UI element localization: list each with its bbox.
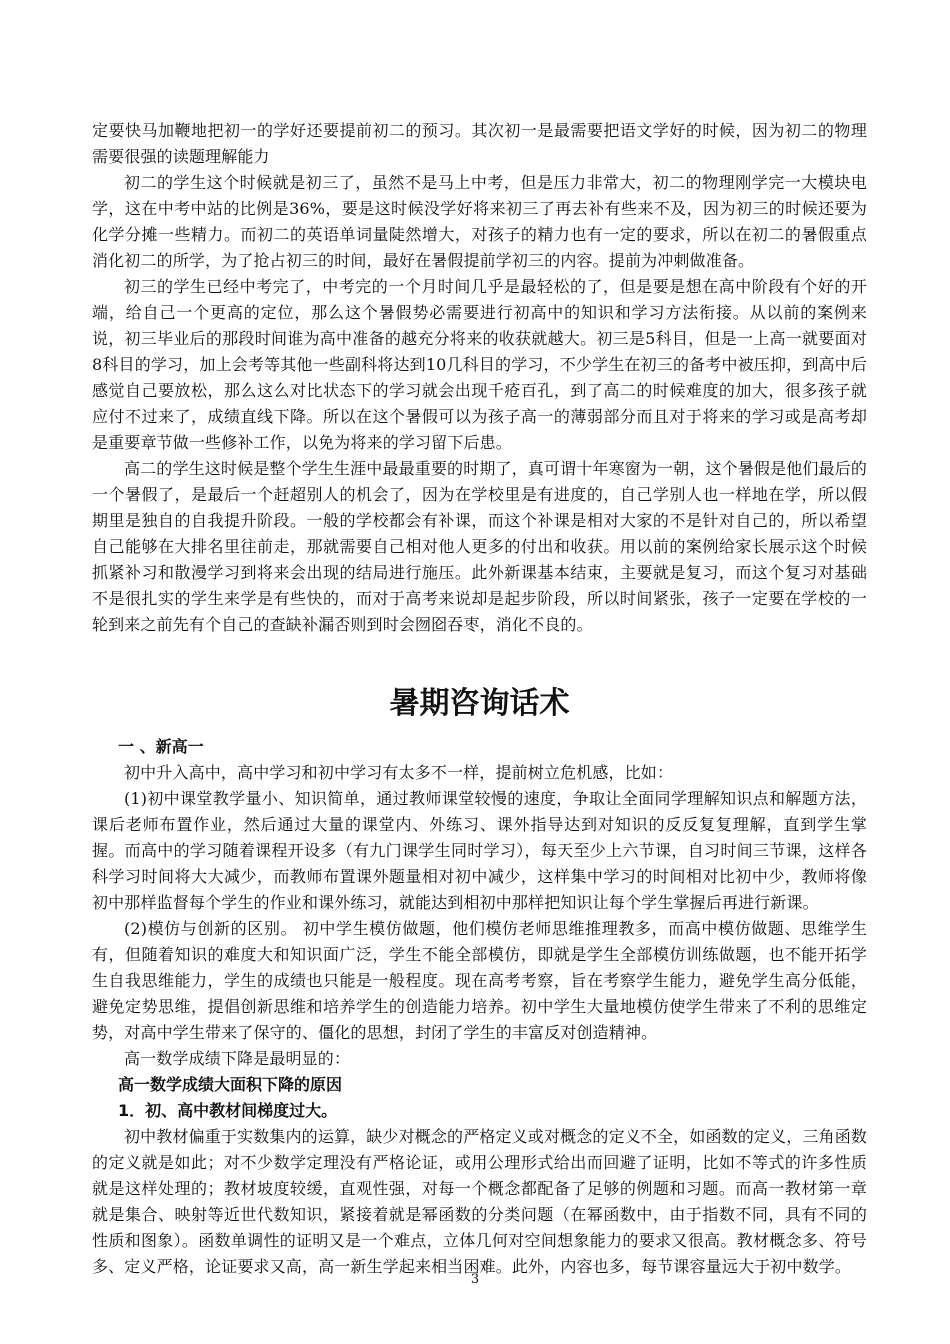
- page-content: [92, 118, 867, 1280]
- paragraph-high-two: 高二的学生这时候是整个学生生涯中最最重要的时期了，真可谓十年寒窗为一朝，这个暑假是他们最后的一个暑假了，是最后一个赶超别人的机会了，因为在学校里是有进度的，自己学别人也一样地在学，所以假期里是独自的自我提升阶段。一般的学校都会有补课，而这个补课是相对大家的不是针对自己的，所以希望自己能够在大排名里往前走，那就需要自己相对他人更多的付出和收获。用以前的案例给家长展示这个时候抓紧补习和散漫学习到将来会出现的结局进行施压。此外新课基本结束，主要就是复习，而这个复习对基础不是很扎实的学生来学是有些快的，而对于高考来说却是起步阶段，所以时间紧张，孩子一定要在学校的一轮到来之前先有个自己的查缺补漏否则到时会囫囵吞枣，消化不良的。: [92, 459, 867, 634]
- paragraph-math-decline: 高一数学成绩下降是最明显的：: [124, 1049, 351, 1068]
- page-title: 暑期咨询话术: [389, 686, 570, 721]
- paragraph-grade-two: 初二的学生这个时候就是初三了，虽然不是马上中考，但是压力非常大，初二的物理刚学完一大模块电学，这在中考中站的比例是36%，要是这时候没学好将来初三了再去补有些来不及，因为初三的时候还要为化学分摊一些精力。而初二的英语单词量陡然增大，对孩子的精力也有一定的要求，所以在初二的暑假重点消化初二的所学，为了抢占初三的时间，最好在暑假提前学初三的内容。提前为冲刺做准备。: [92, 173, 867, 270]
- section-spacer: [92, 638, 867, 680]
- paragraph-grade-three: 初三的学生已经中考完了，中考完的一个月时间几乎是最轻松的了，但是要是想在高中阶段有个好的开端，给自己一个更高的定位，那么这个暑假势必需要进行初高中的知识和学习方法衔接。从以前的案例来说，初三毕业后的那段时间谁为高中准备的越充分将来的收获就越大。初三是5科目，但是一上高一就要面对8科目的学习，加上会考等其他一些副科将达到10几科目的学习，不少学生在初三的备考中被压抑，到高中后感觉自己要放松，那么这么对比状态下的学习就会出现千疮百孔，到了高二的时候难度的加大，很多孩子就应付不过来了，成绩直线下降。所以在这个暑假可以为孩子高一的薄弱部分而且对于将来的学习或是高考却是重要章节做一些修补工作，以免为将来的学习留下后患。: [92, 277, 867, 452]
- subheading-reasons: 高一数学成绩大面积下降的原因: [118, 1075, 343, 1094]
- paragraph-point-one: (1)初中课堂教学量小、知识简单，通过教师课堂较慢的速度，争取让全面同学理解知识点和解题方法，课后老师布置作业，然后通过大量的课堂内、外练习、课外指导达到对知识的反反复复理解，直到学生掌握。而高中的学习随着课程开设多（有九门课学生同时学习），每天至少上六节课，自习时间三节课，这样各科学习时间将大大减少，而教师布置课外题量相对初中减少，这样集中学习的时间相对比初中少，教师将像初中那样监督每个学生的作业和课外练习，就能达到相初中那样把知识让每个学生掌握后再进行新课。: [92, 789, 867, 912]
- paragraph-textbook-details: 初中教材偏重于实数集内的运算，缺少对概念的严格定义或对概念的定义不全，如函数的定义，三角函数的定义就是如此；对不少数学定理没有严格论证，或用公理形式给出而回避了证明，比如不等式的许多性质就是这样处理的；教材坡度较缓，直观性强，对每一个概念都配备了足够的例题和习题。而高一教材第一章就是集合、映射等近世代数知识，紧接着就是幂函数的分类问题（在幂函数中，由于指数不同，具有不同的性质和图象）。函数单调性的证明又是一个难点，立体几何对空间想象能力的要求又很高。教材概念多、符号多、定义严格，论证要求又高，高一新生学起来相当困难。此外，内容也多，每节课容量远大于初中数学。: [92, 1127, 867, 1276]
- paragraph-point-two: (2)模仿与创新的区别。 初中学生模仿做题，他们模仿老师思维推理教多，而高中模仿做题、思维学生有，但随着知识的难度大和知识面广泛，学生不能全部模仿，即就是学生全部模仿训练做题，也不能开拓学生自我思维能力，学生的成绩也只能是一般程度。现在高考考察，旨在考察学生能力，避免学生高分低能，避免定势思维，提倡创新思维和培养学生的创造能力培养。初中学生大量地模仿使学生带来了不利的思维定势，对高中学生带来了保守的、僵化的思想，封闭了学生的丰富反对创造精神。: [92, 919, 867, 1042]
- subheading-textbook-gradient: 1．初、高中教材间梯度过大。: [118, 1101, 338, 1120]
- paragraph-continuation: 定要快马加鞭地把初一的学好还要提前初二的预习。其次初一是最需要把语文学好的时候，因为初二的物理需要很强的读题理解能力: [92, 121, 867, 166]
- section-heading-new-senior-one: 一 、新高一: [118, 737, 204, 756]
- paragraph-intro: 初中升入高中，高中学习和初中学习有太多不一样，提前树立危机感，比如：: [124, 763, 674, 782]
- page-number: 3: [470, 1272, 480, 1287]
